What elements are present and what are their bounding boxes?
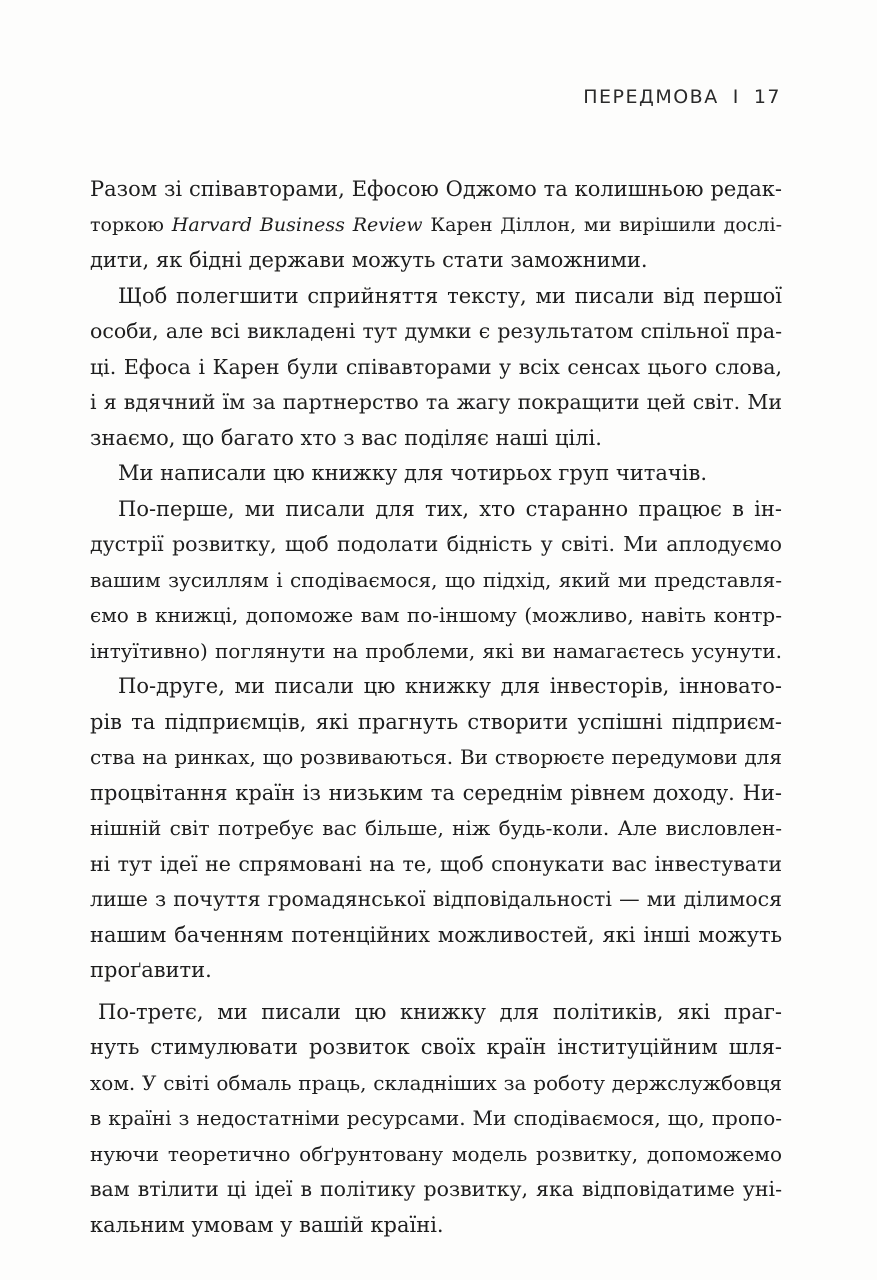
text-line: торкою Harvard Business Review Карен Діллон, ми вирішили дослі- xyxy=(90,213,782,236)
text-line: ні тут ідеї не спрямовані на те, щоб спонукати вас інвестувати xyxy=(90,851,782,876)
text-line: особи, але всі викладені тут думки є результатом спільної пра- xyxy=(90,319,782,343)
text-line: дити, як бідні держави можуть стати заможними. xyxy=(90,248,648,272)
text-line: вашим зусиллям і сподіваємося, що підхід, який ми представля- xyxy=(90,567,782,592)
text-line: рів та підприємців, які прагнуть створити успішні підприєм- xyxy=(90,709,782,734)
text-line: Щоб полегшити сприйняття тексту, ми писали від першої xyxy=(118,283,782,308)
text-line: в країні з недостатніми ресурсами. Ми сподіваємося, що, пропо- xyxy=(90,1106,782,1130)
text-line: ства на ринках, що розвиваються. Ви створюєте передумови для xyxy=(90,745,782,769)
text-line: Разом зі співавторами, Ефосою Оджомо та колишньою редак- xyxy=(90,177,782,201)
text-line: проґавити. xyxy=(90,958,212,982)
page-number: 17 xyxy=(753,86,781,108)
body-text xyxy=(88,172,782,1243)
text-line: По-третє, ми писали цю книжку для політиків, які праг- xyxy=(98,999,782,1024)
text-line: дустрії розвитку, щоб подолати бідність у світі. Ми аплодуємо xyxy=(90,532,782,556)
text-line: лише з почуття громадянської відповідальності — ми ділимося xyxy=(90,887,782,911)
text-line: нішній світ потребує вас більше, ніж будь-коли. Але висловлен- xyxy=(90,816,782,840)
text-line: нашим баченням потенційних можливостей, які інші можуть xyxy=(90,922,782,947)
text-line: нуть стимулювати розвиток своїх країн інституційним шля- xyxy=(90,1035,782,1059)
text-line: інтуїтивно) поглянути на проблеми, які ви намагаєтесь усунути. xyxy=(90,638,782,663)
journal-title: Harvard Business Review xyxy=(171,213,423,236)
text-line: нуючи теоретично обґрунтовану модель розвитку, допоможемо xyxy=(90,1141,782,1166)
text-line: ці. Ефоса і Карен були співавторами у всіх сенсах цього слова, xyxy=(90,354,782,379)
text-line: вам втілити ці ідеї в політику розвитку, яка відповідатиме уні- xyxy=(90,1177,782,1201)
header-separator: I xyxy=(732,86,740,108)
text-line: Ми написали цю книжку для чотирьох груп читачів. xyxy=(118,461,707,485)
text-line: ємо в книжці, допоможе вам по-іншому (можливо, навіть контр- xyxy=(90,603,782,627)
text-line: хом. У світі обмаль праць, складніших за роботу держслужбовця xyxy=(90,1070,782,1095)
text-line: процвітання країн із низьким та середнім рівнем доходу. Ни- xyxy=(90,780,782,805)
text-line: і я вдячний їм за партнерство та жагу покращити цей світ. Ми xyxy=(90,390,782,414)
text-line: По-перше, ми писали для тих, хто старанно працює в ін- xyxy=(118,496,782,521)
section-title: ПЕРЕДМОВА xyxy=(583,86,719,108)
text-line: знаємо, що багато хто з вас поділяє наші цілі. xyxy=(90,425,602,450)
text-line: По-друге, ми писали цю книжку для інвесторів, інновато- xyxy=(118,674,782,698)
running-header xyxy=(583,86,781,108)
text-line: кальним умовам у вашій країні. xyxy=(90,1212,444,1237)
